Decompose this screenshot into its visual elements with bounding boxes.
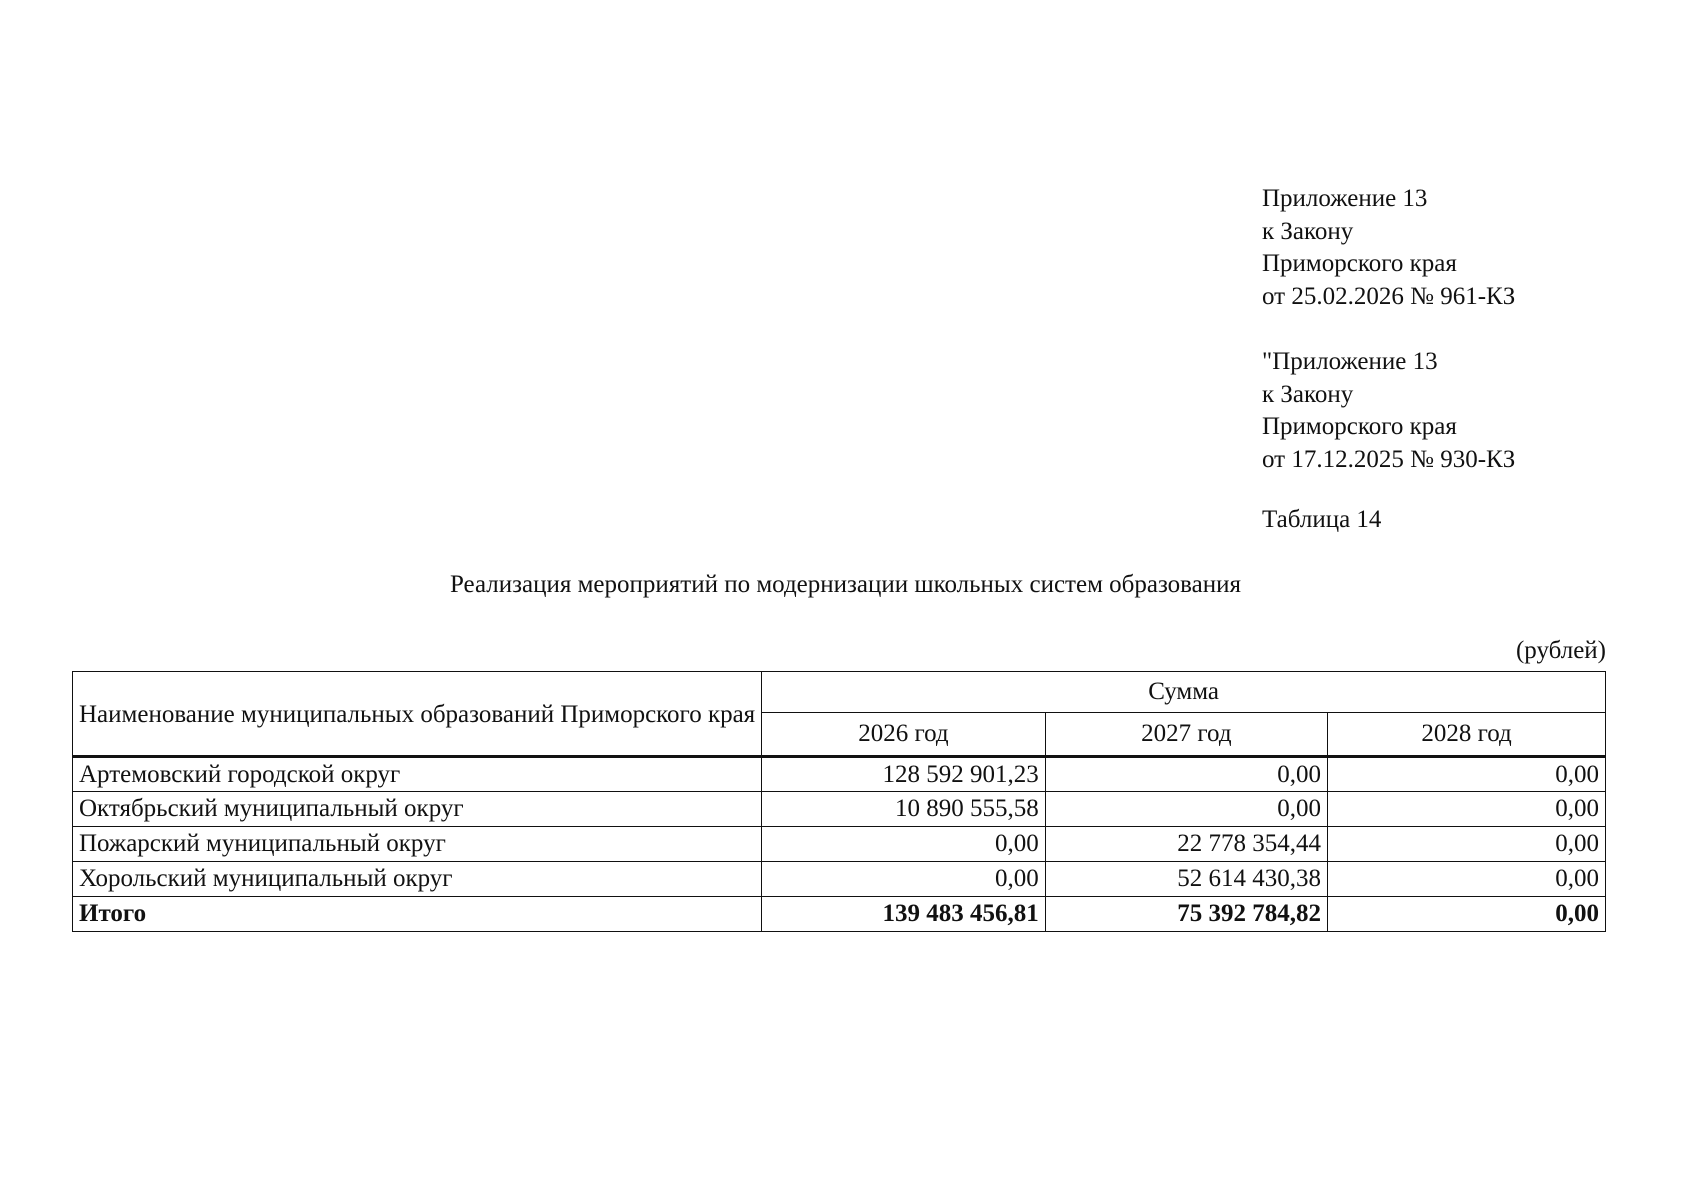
table-row: [73, 792, 1606, 827]
table-row: [73, 757, 1606, 792]
unit-label: (рублей): [1515, 637, 1606, 664]
row-value-2028: 0,00: [1328, 862, 1606, 897]
table-total-row: [73, 897, 1606, 932]
row-value-2027: 22 778 354,44: [1045, 827, 1327, 862]
funding-table: [72, 671, 1606, 932]
row-name: Пожарский муниципальный округ: [73, 827, 762, 862]
annex-current-line-1: Приложение 13: [1262, 185, 1428, 212]
total-label: Итого: [73, 897, 762, 932]
row-value-2028: 0,00: [1328, 757, 1606, 792]
header-municipality-label: Наименование муниципальных образований Приморского края: [79, 700, 756, 728]
header-municipality: [73, 672, 762, 757]
document-title: Реализация мероприятий по модернизации школьных систем образования: [449, 571, 1242, 598]
table-number: Таблица 14: [1262, 506, 1382, 533]
table-row: [73, 827, 1606, 862]
total-value-2028: 0,00: [1328, 897, 1606, 932]
table-row: [73, 862, 1606, 897]
row-value-2026: 10 890 555,58: [762, 792, 1046, 827]
header-year-2026: 2026 год: [762, 713, 1046, 757]
table-header-row: [73, 672, 1606, 713]
row-value-2026: 0,00: [762, 862, 1046, 897]
row-value-2026: 128 592 901,23: [762, 757, 1046, 792]
annex-original-line-4: от 17.12.2025 № 930-КЗ: [1262, 445, 1516, 473]
annex-original: [1262, 346, 1515, 476]
total-value-2027: 75 392 784,82: [1045, 897, 1327, 932]
row-value-2027: 0,00: [1045, 792, 1327, 827]
row-value-2028: 0,00: [1328, 827, 1606, 862]
header-year-2028: 2028 год: [1328, 713, 1606, 757]
annex-current-line-4: от 25.02.2026 № 961-КЗ: [1262, 282, 1516, 310]
header-sum: Сумма: [762, 672, 1606, 713]
annex-current-line-2: к Закону: [1262, 217, 1354, 245]
row-name: Октябрьский муниципальный округ: [73, 792, 762, 827]
row-value-2027: 52 614 430,38: [1045, 862, 1327, 897]
annex-original-line-1: "Приложение 13: [1262, 348, 1438, 375]
annex-original-line-3: Приморского края: [1262, 413, 1457, 440]
annex-current-line-3: Приморского края: [1262, 250, 1457, 277]
total-value-2026: 139 483 456,81: [762, 897, 1046, 932]
annex-original-line-2: к Закону: [1262, 380, 1354, 408]
row-value-2028: 0,00: [1328, 792, 1606, 827]
annex-current: [1262, 183, 1515, 313]
row-value-2026: 0,00: [762, 827, 1046, 862]
row-value-2027: 0,00: [1045, 757, 1327, 792]
row-name: Хорольский муниципальный округ: [73, 862, 762, 897]
header-year-2027: 2027 год: [1045, 713, 1327, 757]
row-name: Артемовский городской округ: [73, 757, 762, 792]
